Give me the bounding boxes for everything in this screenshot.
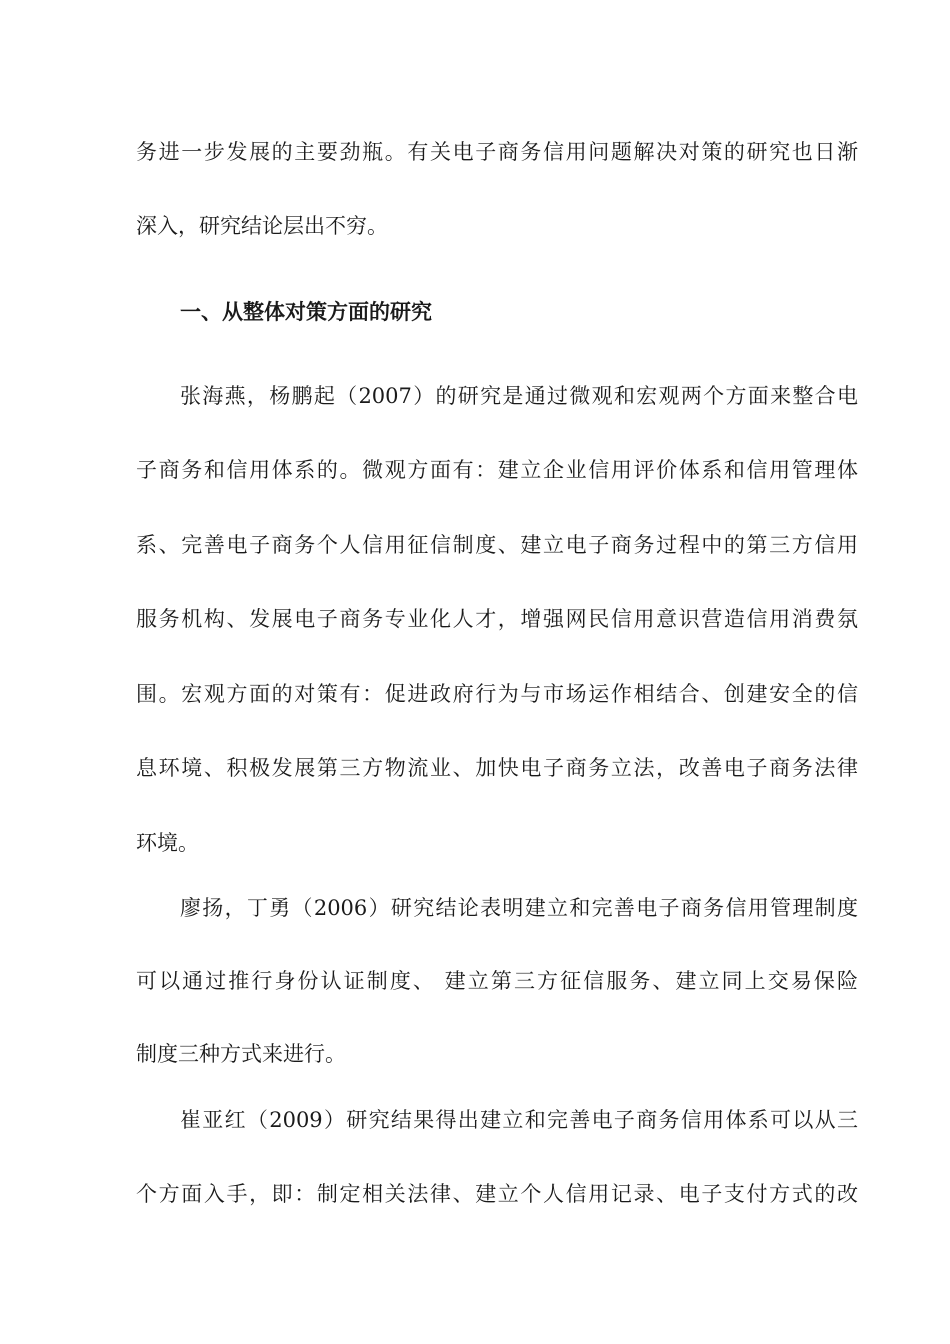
body-text-line: 制度三种方式来进行。 (136, 1042, 346, 1066)
body-text-line: 深入，研究结论层出不穷。 (136, 214, 388, 238)
paragraph-first-line: 廖扬，丁勇（2006）研究结论表明建立和完善电子商务信用管理制度 (180, 896, 858, 920)
body-text-line: 围。宏观方面的对策有：促进政府行为与市场运作相结合、创建安全的信 (136, 682, 858, 706)
section-heading: 一、从整体对策方面的研究 (180, 300, 432, 324)
body-text-line: 环境。 (136, 831, 199, 855)
body-text-line: 个方面入手，即：制定相关法律、建立个人信用记录、电子支付方式的改 (136, 1182, 858, 1206)
body-text-line: 可以通过推行身份认证制度、 建立第三方征信服务、建立同上交易保险 (136, 969, 858, 993)
paragraph-first-line: 崔亚红（2009）研究结果得出建立和完善电子商务信用体系可以从三 (180, 1108, 858, 1132)
body-text-line: 息环境、积极发展第三方物流业、加快电子商务立法，改善电子商务法律 (136, 756, 858, 780)
paragraph-first-line: 张海燕，杨鹏起（2007）的研究是通过微观和宏观两个方面来整合电 (180, 384, 858, 408)
body-text-line: 系、完善电子商务个人信用征信制度、建立电子商务过程中的第三方信用 (136, 533, 858, 557)
body-text-line: 务进一步发展的主要劲瓶。有关电子商务信用问题解决对策的研究也日渐 (136, 140, 858, 164)
body-text-line: 子商务和信用体系的。微观方面有：建立企业信用评价体系和信用管理体 (136, 458, 858, 482)
body-text-line: 服务机构、发展电子商务专业化人才，增强网民信用意识营造信用消费氛 (136, 607, 858, 631)
